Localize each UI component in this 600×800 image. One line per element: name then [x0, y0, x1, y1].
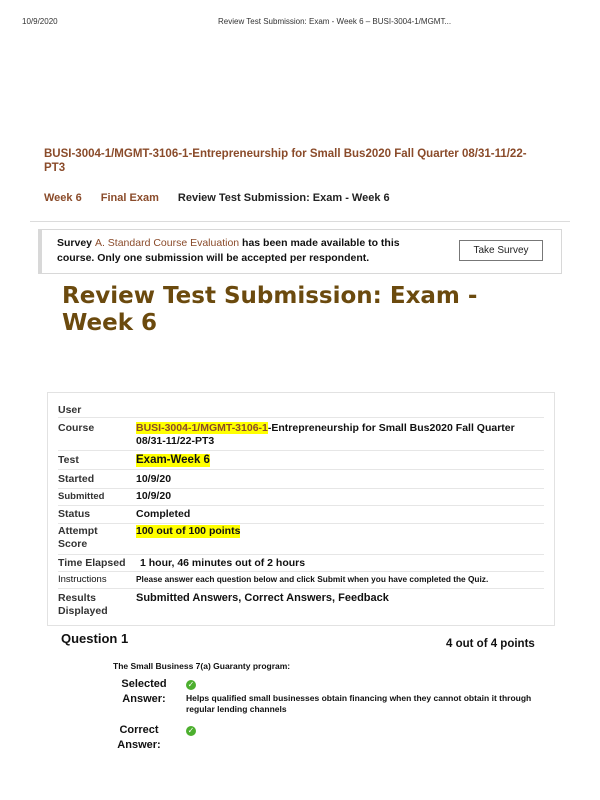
- detail-row-instructions: [58, 573, 544, 589]
- breadcrumb-week6[interactable]: Week 6: [44, 192, 82, 204]
- attempt-score-label: Attempt Score: [58, 525, 98, 550]
- detail-row-test: [58, 453, 544, 469]
- started-value: 10/9/20: [136, 473, 172, 485]
- submitted-label: Submitted: [58, 491, 105, 502]
- selected-answer-label: Selected Answer:: [121, 678, 167, 705]
- breadcrumb: [44, 192, 406, 204]
- user-label: User: [58, 404, 82, 416]
- print-date: 10/9/2020: [22, 17, 58, 26]
- results-displayed-value: Submitted Answers, Correct Answers, Feedback: [136, 592, 389, 604]
- results-displayed-label: Results Displayed: [58, 592, 108, 617]
- row-divider: [58, 588, 544, 589]
- instructions-value: Please answer each question below and click Submit when you have completed the Quiz.: [136, 574, 489, 584]
- test-label: Test: [58, 454, 79, 466]
- row-divider: [58, 469, 544, 470]
- survey-message: [57, 236, 437, 266]
- status-value: Completed: [136, 508, 191, 520]
- selected-answer-text: Helps qualified small businesses obtain financing when they cannot obtain it through regular lending channels: [186, 693, 532, 714]
- course-name: -Entrepreneurship for Small Bus2020 Fall Quarter 08/31-11/22-PT3: [136, 422, 515, 447]
- page-title: Review Test Submission: Exam - Week 6: [62, 283, 478, 336]
- row-divider: [58, 450, 544, 451]
- submitted-value: 10/9/20: [136, 490, 172, 502]
- time-elapsed-label: Time Elapsed: [58, 557, 126, 569]
- breadcrumb-final-exam[interactable]: Final Exam: [100, 192, 159, 204]
- print-title: Review Test Submission: Exam - Week 6 – BUSI-3004-1/MGMT...: [218, 17, 452, 26]
- survey-accent-bar: [39, 230, 42, 273]
- submission-details: [47, 392, 555, 626]
- detail-row-results-displayed: [58, 591, 544, 619]
- breadcrumb-current: Review Test Submission: Exam - Week 6: [177, 192, 390, 204]
- check-icon: ✓: [187, 726, 195, 735]
- check-icon: ✓: [187, 680, 195, 689]
- row-divider: [58, 571, 544, 572]
- correct-answer-label: Correct Answer:: [117, 724, 161, 751]
- question-points: 4 out of 4 points: [446, 638, 535, 650]
- take-survey-button[interactable]: Take Survey: [459, 240, 543, 261]
- survey-notice: [38, 229, 562, 274]
- attempt-score-value: 100 out of 100 points: [136, 525, 241, 537]
- survey-suffix: has been made available to this course. Only one submission will be accepted per respondent.: [57, 237, 400, 264]
- status-label: Status: [58, 508, 91, 520]
- instructions-label: Instructions: [58, 574, 107, 585]
- detail-row-status: [58, 507, 544, 523]
- time-elapsed-value: 1 hour, 46 minutes out of 2 hours: [140, 557, 306, 569]
- breadcrumb-divider: [30, 221, 570, 222]
- course-value: [136, 422, 536, 448]
- detail-row-user: [58, 403, 544, 417]
- course-link[interactable]: BUSI-3004-1/MGMT-3106-1-Entrepreneurship for Small Bus2020 Fall Quarter 08/31-11/22-PT3: [44, 148, 527, 174]
- course-label: Course: [58, 422, 95, 434]
- course-code-link[interactable]: BUSI-3004-1/MGMT-3106-1: [136, 422, 268, 434]
- detail-row-course: [58, 421, 544, 449]
- row-divider: [58, 505, 544, 506]
- survey-prefix: Survey: [57, 237, 95, 249]
- detail-row-started: [58, 472, 544, 488]
- row-divider: [58, 417, 544, 418]
- detail-row-submitted: [58, 489, 544, 505]
- question-text: The Small Business 7(a) Guaranty program:: [113, 661, 291, 671]
- question-title: Question 1: [61, 631, 129, 646]
- started-label: Started: [58, 473, 95, 485]
- test-value: Exam-Week 6: [136, 454, 210, 466]
- survey-link[interactable]: A. Standard Course Evaluation: [94, 237, 240, 249]
- detail-row-attempt-score: [58, 524, 544, 554]
- row-divider: [58, 554, 544, 555]
